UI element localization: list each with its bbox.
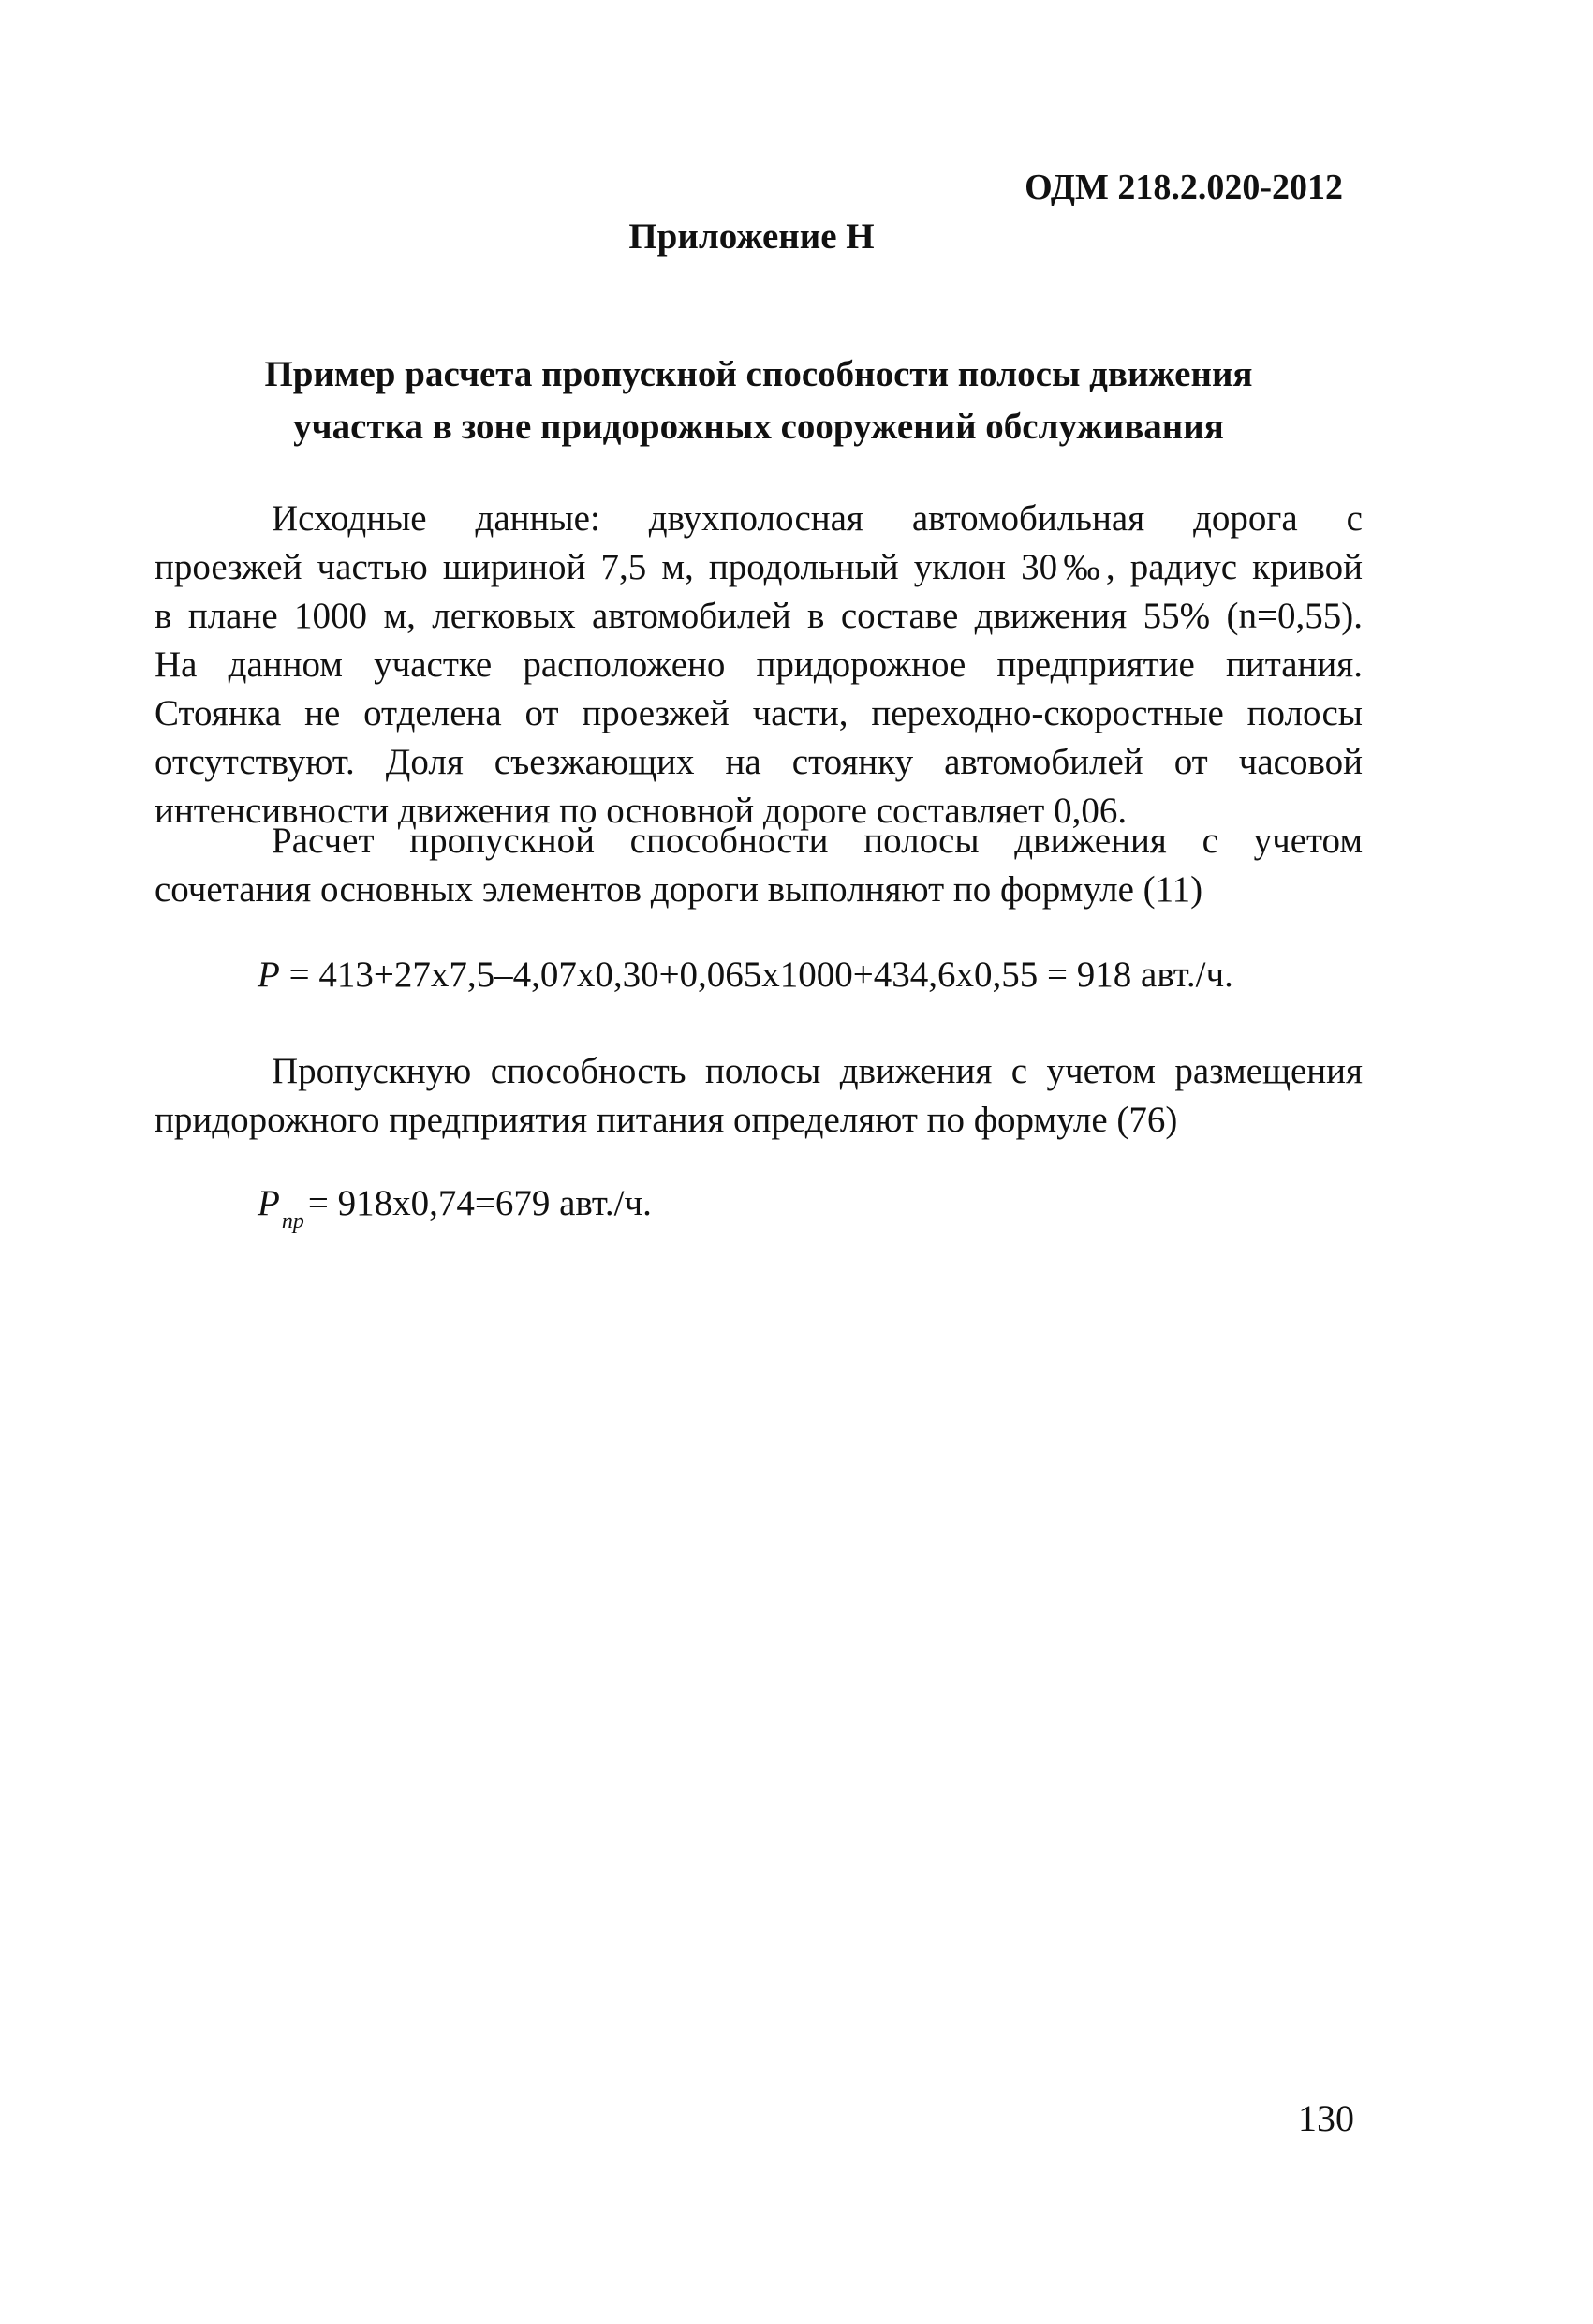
text-line: придорожного предприятия питания определяют по формуле (76) [155, 1100, 1178, 1140]
text-line: Стоянка не отделена от проезжей части, переходно-скоростные полосы [155, 693, 1363, 733]
page-title [155, 348, 1363, 453]
text-line: проезжей частью шириной 7,5 м, продольный уклон 30‰, радиус кривой [155, 547, 1363, 587]
text-line: На данном участке расположено придорожное предприятие питания. [155, 644, 1363, 685]
formula-symbol: P [258, 955, 280, 995]
text-line: отсутствуют. Доля съезжающих на стоянку автомобилей от часовой [155, 742, 1363, 782]
page-number: 130 [1298, 2097, 1354, 2139]
paragraph-adjusted [155, 1047, 1363, 1145]
title-line: участка в зоне придорожных сооружений обслуживания [293, 407, 1224, 447]
text-line: Исходные данные: двухполосная автомобильная дорога с [272, 498, 1363, 539]
formula-expression: = 918x0,74=679 авт./ч. [307, 1183, 652, 1223]
appendix-heading: Приложение Н [628, 216, 875, 257]
paragraph-initial-data [155, 495, 1363, 836]
document-code: ОДМ 218.2.020-2012 [1025, 168, 1343, 207]
paragraph-calculation [155, 817, 1363, 914]
text-line: сочетания основных элементов дороги выполняют по формуле (11) [155, 869, 1203, 910]
formula-adjusted-capacity [258, 1182, 652, 1234]
text-line: Расчет пропускной способности полосы движения с учетом [272, 821, 1363, 861]
title-line: Пример расчета пропускной способности полосы движения [264, 354, 1253, 394]
formula-expression: = 413+27x7,5–4,07x0,30+0,065x1000+434,6x0,55 = 918 авт./ч. [279, 955, 1233, 995]
text-line: интенсивности движения по основной дороге составляет 0,06. [155, 791, 1128, 831]
formula-capacity [258, 954, 1233, 996]
text-line: Пропускную способность полосы движения с учетом размещения [272, 1051, 1363, 1091]
formula-subscript: пр [281, 1209, 304, 1234]
formula-symbol: P [258, 1183, 280, 1223]
text-line: в плане 1000 м, легковых автомобилей в составе движения 55% (n=0,55). [155, 596, 1363, 636]
